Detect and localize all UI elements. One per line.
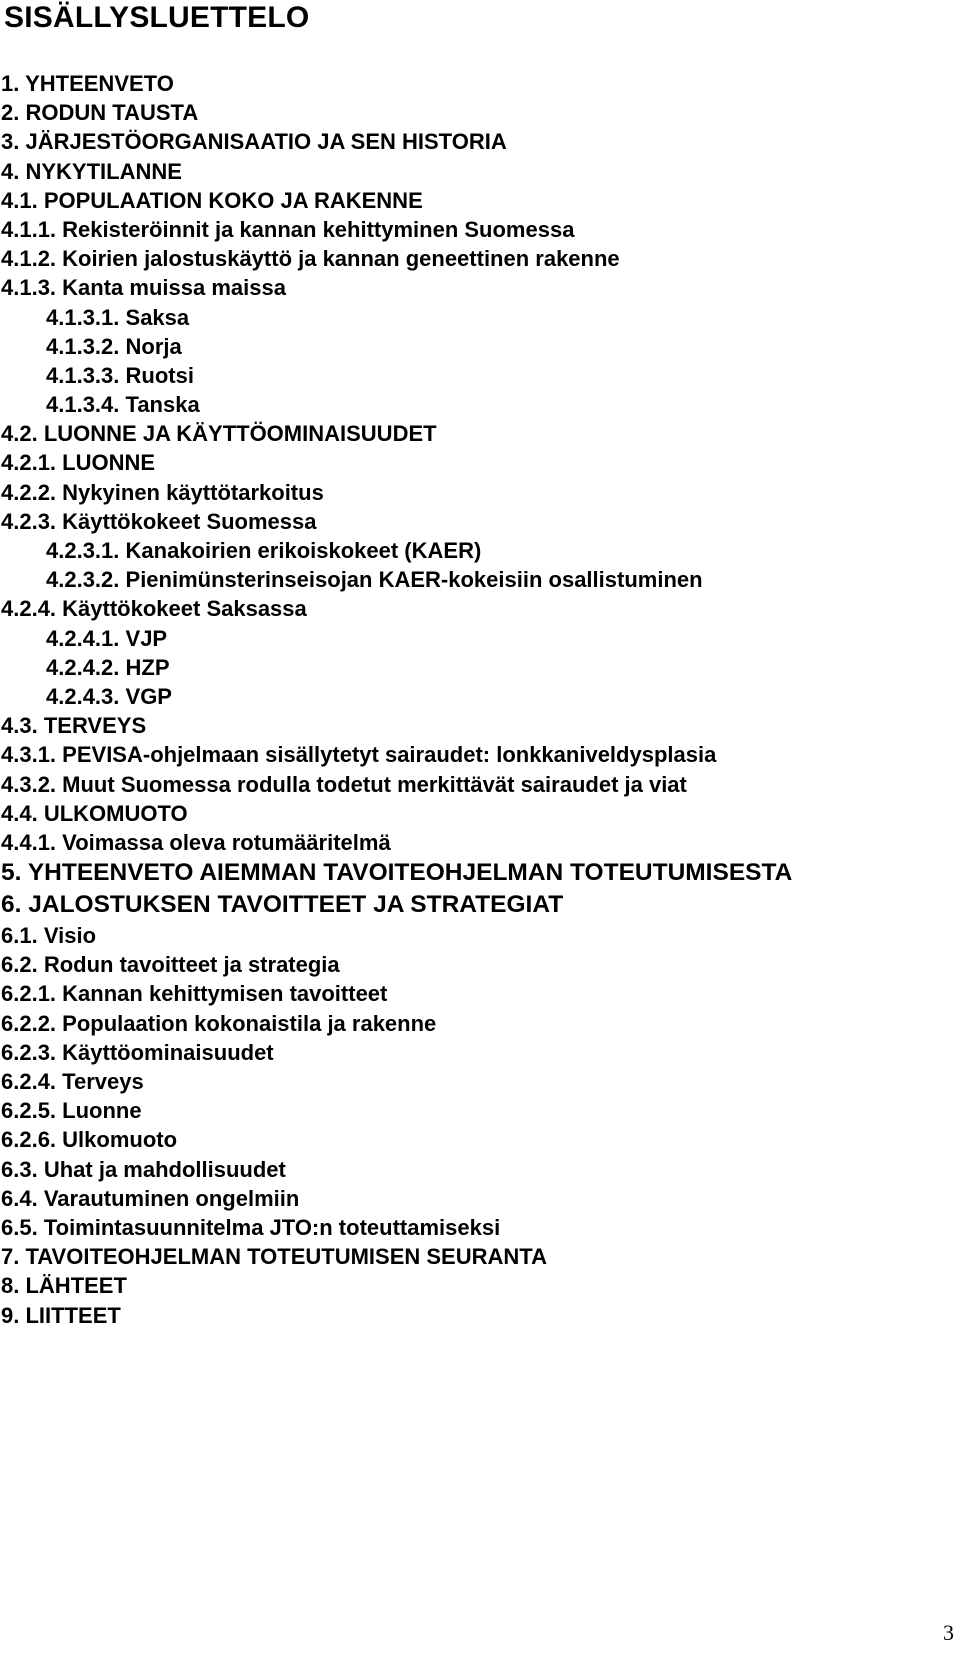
toc-entry-text: Voimassa oleva rotumääritelmä: [62, 829, 391, 855]
toc-entry-text: Käyttökokeet Suomessa: [62, 508, 317, 534]
toc-entry-number: 4.4.1.: [1, 829, 57, 855]
toc-entry: [0, 1067, 960, 1096]
toc-entry-number: 4.1.1.: [1, 216, 57, 242]
table-of-contents: [0, 69, 960, 1330]
toc-entry-text: LUONNE JA KÄYTTÖOMINAISUUDET: [43, 421, 437, 447]
toc-entry: [0, 1301, 960, 1330]
toc-entry-text: Saksa: [125, 304, 190, 330]
toc-entry-text: POPULAATION KOKO JA RAKENNE: [43, 187, 423, 213]
toc-entry-text: JALOSTUKSEN TAVOITTEET JA STRATEGIAT: [28, 891, 564, 919]
toc-entry: [0, 624, 960, 653]
toc-entry: [0, 536, 960, 565]
toc-entry: [0, 303, 960, 332]
toc-entry: [0, 273, 960, 302]
toc-entry-text: HZP: [125, 654, 170, 680]
toc-entry-text: Ulkomuoto: [62, 1127, 178, 1153]
toc-entry: [0, 332, 960, 361]
toc-entry: [0, 1009, 960, 1038]
toc-entry: [0, 98, 960, 127]
toc-entry: [0, 770, 960, 799]
toc-entry-text: YHTEENVETO AIEMMAN TAVOITEOHJELMAN TOTEUTUMISESTA: [27, 859, 793, 887]
toc-entry: [0, 157, 960, 186]
toc-entry-text: Nykyinen käyttötarkoitus: [62, 479, 324, 505]
toc-entry: [0, 1184, 960, 1213]
toc-entry-number: 6.1.: [1, 923, 38, 949]
toc-entry-text: Terveys: [62, 1069, 144, 1094]
toc-entry: [0, 1242, 960, 1271]
toc-entry: [0, 1096, 960, 1125]
toc-entry-text: TERVEYS: [43, 713, 147, 739]
toc-entry-number: 4.3.1.: [1, 742, 57, 768]
toc-entry: [0, 361, 960, 390]
toc-entry-number: 2.: [1, 100, 20, 126]
toc-entry-text: YHTEENVETO: [25, 71, 174, 96]
toc-entry: [0, 478, 960, 507]
toc-entry-text: LIITTEET: [25, 1302, 121, 1328]
toc-entry-text: Käyttökokeet Saksassa: [62, 596, 307, 622]
toc-entry-number: 4.2.4.: [1, 596, 57, 622]
toc-entry-text: Kannan kehittymisen tavoitteet: [62, 981, 388, 1007]
toc-entry-text: Varautuminen ongelmiin: [43, 1185, 300, 1211]
toc-entry: [0, 653, 960, 682]
toc-entry: [0, 127, 960, 156]
toc-entry: [0, 740, 960, 769]
toc-entry-number: 4.1.3.2.: [46, 333, 120, 359]
toc-entry-number: 4.2.4.1.: [46, 625, 120, 651]
toc-entry: [0, 1213, 960, 1242]
toc-entry-number: 4.2.4.3.: [46, 683, 120, 709]
toc-entry-number: 1.: [1, 71, 20, 96]
toc-entry-text: LÄHTEET: [25, 1273, 127, 1299]
toc-entry: [0, 921, 960, 950]
toc-entry-number: 4.2.1.: [1, 450, 57, 476]
toc-entry-number: 4.1.3.3.: [46, 362, 120, 388]
toc-entry-number: 3.: [1, 129, 20, 155]
toc-entry-text: Rekisteröinnit ja kannan kehittyminen Suomessa: [62, 216, 575, 242]
toc-entry: [0, 1271, 960, 1300]
toc-entry-number: 4.3.: [1, 713, 38, 739]
toc-entry: [0, 215, 960, 244]
toc-entry-text: Muut Suomessa rodulla todetut merkittävät sairaudet ja viat: [62, 771, 687, 797]
toc-entry: [0, 711, 960, 740]
toc-entry-number: 6.2.4.: [1, 1069, 57, 1094]
toc-entry-text: Luonne: [62, 1098, 142, 1124]
toc-entry-text: Uhat ja mahdollisuudet: [43, 1156, 286, 1182]
toc-entry: [0, 594, 960, 623]
toc-entry-number: 6.2.3.: [1, 1039, 57, 1065]
toc-entry-number: 9.: [1, 1302, 20, 1328]
toc-entry-number: 6.2.2.: [1, 1010, 57, 1036]
toc-entry-number: 4.4.: [1, 800, 38, 826]
toc-entry: [0, 1155, 960, 1184]
toc-entry-number: 6.2.: [1, 952, 38, 978]
toc-entry-text: Populaation kokonaistila ja rakenne: [62, 1010, 437, 1036]
toc-entry: [0, 244, 960, 273]
toc-entry-text: JÄRJESTÖORGANISAATIO JA SEN HISTORIA: [25, 129, 507, 155]
toc-entry-number: 6.4.: [1, 1185, 38, 1211]
toc-entry-text: TAVOITEOHJELMAN TOTEUTUMISEN SEURANTA: [25, 1244, 547, 1270]
toc-entry-text: Koirien jalostuskäyttö ja kannan geneettinen rakenne: [62, 246, 620, 272]
toc-entry-text: PEVISA-ohjelmaan sisällytetyt sairaudet: lonkkaniveldysplasia: [62, 742, 717, 768]
toc-entry-text: Kanakoirien erikoiskokeet (KAER): [125, 538, 482, 563]
toc-entry-text: Käyttöominaisuudet: [62, 1039, 274, 1065]
toc-entry-number: 6.3.: [1, 1156, 38, 1182]
toc-entry-text: LUONNE: [62, 450, 156, 476]
toc-entry-text: Norja: [125, 333, 182, 359]
toc-entry: [0, 682, 960, 711]
toc-entry-number: 6.2.5.: [1, 1098, 57, 1124]
toc-entry-number: 7.: [1, 1244, 20, 1270]
toc-entry-text: ULKOMUOTO: [43, 800, 188, 826]
toc-entry: [0, 857, 960, 889]
toc-entry: [0, 889, 960, 921]
toc-entry-number: 8.: [1, 1273, 20, 1299]
toc-entry: [0, 828, 960, 857]
toc-entry-number: 6.2.1.: [1, 981, 57, 1007]
toc-entry: [0, 390, 960, 419]
toc-entry-number: 4.1.3.: [1, 275, 57, 301]
toc-entry: [0, 69, 960, 98]
toc-entry-text: Tanska: [125, 392, 200, 418]
toc-entry: [0, 565, 960, 594]
toc-entry-text: NYKYTILANNE: [25, 158, 182, 184]
toc-entry-text: Rodun tavoitteet ja strategia: [43, 952, 340, 978]
toc-entry: [0, 950, 960, 979]
toc-entry-text: VGP: [125, 683, 172, 709]
toc-entry-number: 4.2.3.: [1, 508, 57, 534]
toc-entry-number: 4.1.: [1, 187, 38, 213]
toc-entry-number: 4.2.3.1.: [46, 538, 120, 563]
page-number: 3: [943, 1620, 954, 1645]
toc-entry-text: VJP: [125, 625, 168, 651]
toc-entry-text: RODUN TAUSTA: [25, 100, 199, 126]
toc-entry: [0, 799, 960, 828]
toc-entry-number: 4.1.2.: [1, 246, 57, 272]
toc-entry-number: 4.2.3.2.: [46, 567, 120, 593]
toc-entry-text: Visio: [43, 923, 97, 949]
page-title: SISÄLLYSLUETTELO: [4, 1, 310, 34]
toc-entry-text: Kanta muissa maissa: [62, 275, 286, 301]
toc-entry-number: 4.2.2.: [1, 479, 57, 505]
toc-entry: [0, 419, 960, 448]
toc-entry-number: 6.5.: [1, 1214, 38, 1240]
toc-entry-text: Pienimünsterinseisojan KAER-kokeisiin osallistuminen: [125, 567, 703, 593]
toc-entry-number: 6.: [1, 891, 22, 919]
toc-entry-number: 4.1.3.4.: [46, 392, 120, 418]
toc-entry-number: 4.: [1, 158, 20, 184]
toc-entry: [0, 448, 960, 477]
toc-entry: [0, 1038, 960, 1067]
toc-entry-number: 4.1.3.1.: [46, 304, 120, 330]
toc-entry-number: 4.2.4.2.: [46, 654, 120, 680]
toc-entry: [0, 507, 960, 536]
toc-entry: [0, 186, 960, 215]
toc-entry-number: 6.2.6.: [1, 1127, 57, 1153]
toc-entry-text: Ruotsi: [125, 362, 194, 388]
toc-entry-number: 4.2.: [1, 421, 38, 447]
toc-entry: [0, 1125, 960, 1154]
toc-entry-number: 5.: [1, 859, 22, 887]
toc-entry-number: 4.3.2.: [1, 771, 57, 797]
toc-entry-text: Toimintasuunnitelma JTO:n toteuttamiseksi: [43, 1214, 501, 1240]
toc-entry: [0, 979, 960, 1008]
